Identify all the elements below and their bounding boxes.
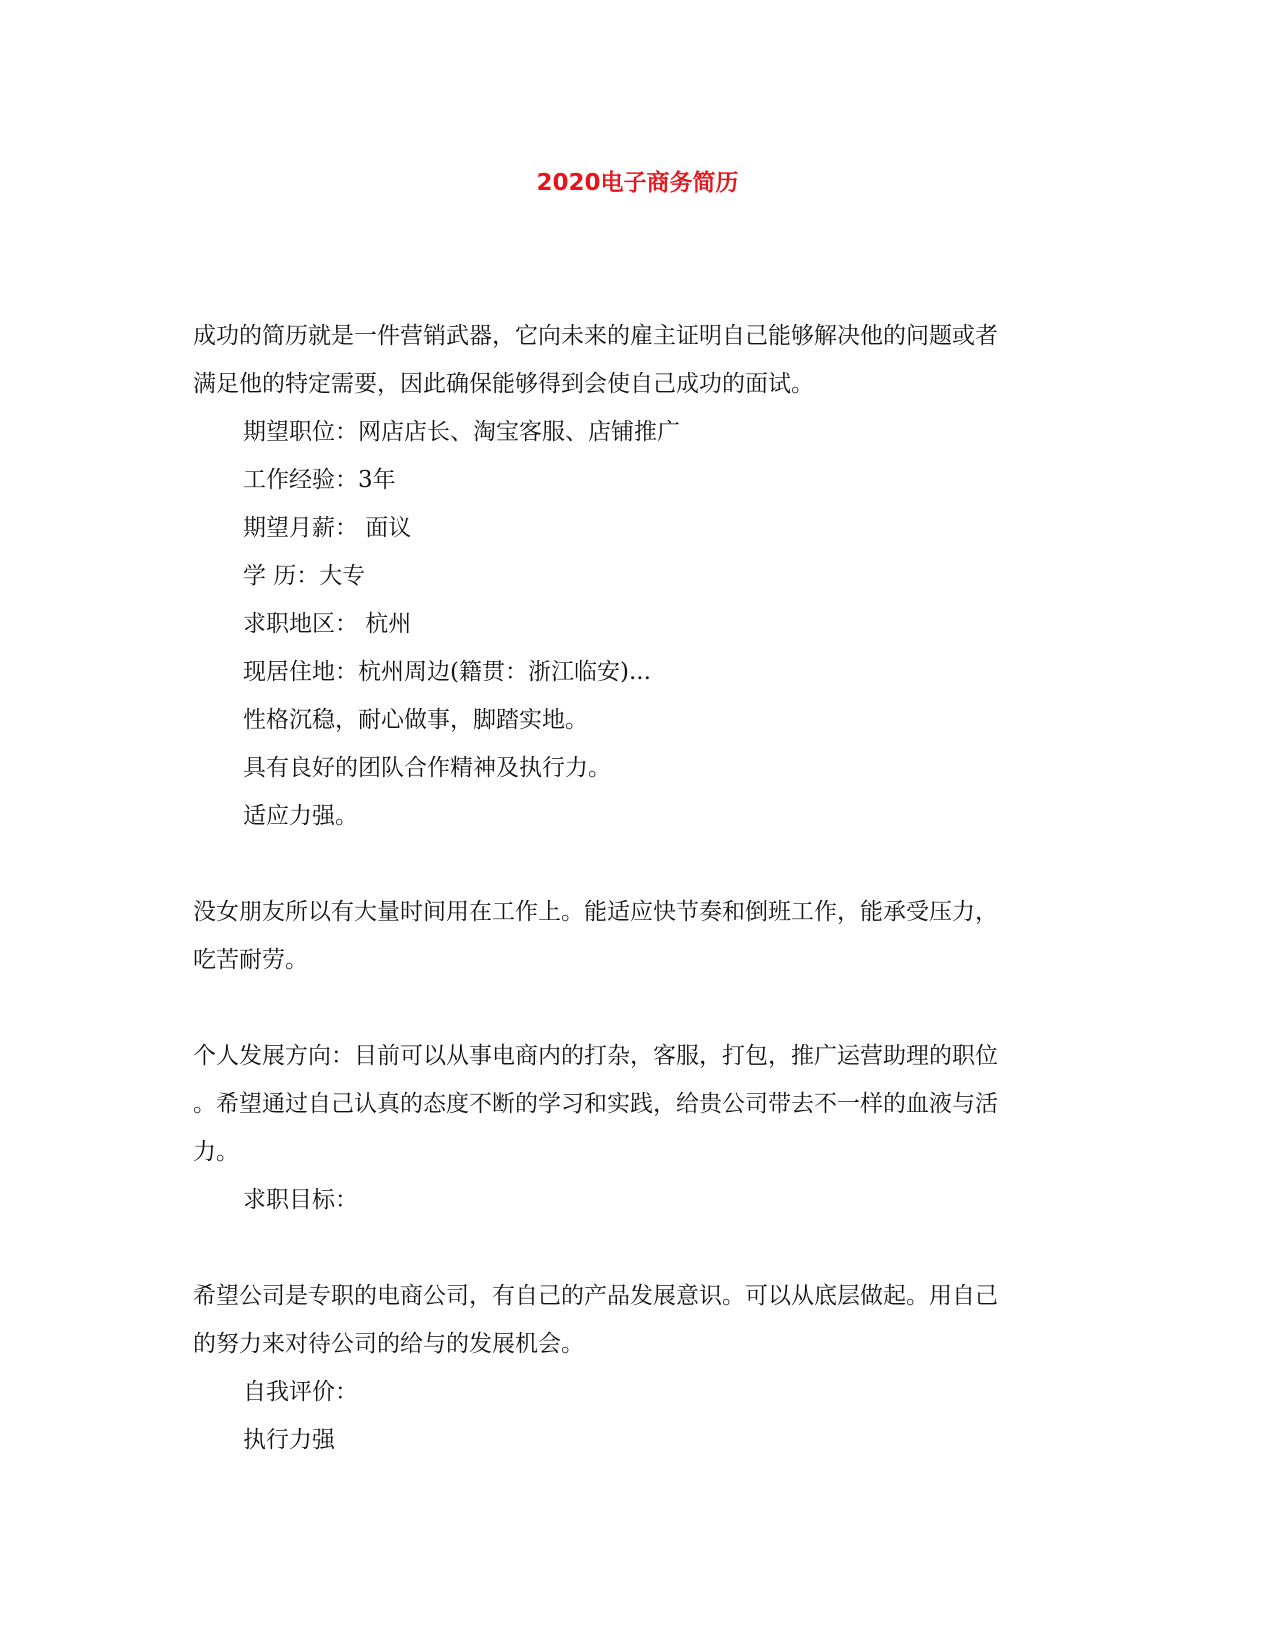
job-objective-heading: 求职目标： <box>243 1187 358 1213</box>
teamwork-trait: 具有良好的团队合作精神及执行力。 <box>243 755 611 781</box>
expected-position: 期望职位：网店店长、淘宝客服、店铺推广 <box>243 419 680 445</box>
adaptability-trait: 适应力强。 <box>243 803 358 829</box>
development-line-2: 。希望通过自己认真的态度不断的学习和实践，给贵公司带去不一样的血液与活 <box>193 1091 998 1117</box>
education: 学 历：大专 <box>243 563 366 589</box>
expected-salary: 期望月薪： 面议 <box>243 515 412 541</box>
document-title: 2020电子商务简历 <box>536 170 739 196</box>
intro-line-2: 满足他的特定需要，因此确保能够得到会使自己成功的面试。 <box>193 371 814 397</box>
availability-line-1: 没女朋友所以有大量时间用在工作上。能适应快节奏和倒班工作，能承受压力， <box>193 899 998 925</box>
availability-line-2: 吃苦耐劳。 <box>193 947 308 973</box>
job-location: 求职地区： 杭州 <box>243 611 412 637</box>
development-line-1: 个人发展方向：目前可以从事电商内的打杂，客服，打包，推广运营助理的职位 <box>193 1043 998 1069</box>
objective-line-2: 的努力来对待公司的给与的发展机会。 <box>193 1331 584 1357</box>
intro-line-1: 成功的简历就是一件营销武器，它向未来的雇主证明自己能够解决他的问题或者 <box>193 323 998 349</box>
objective-line-1: 希望公司是专职的电商公司，有自己的产品发展意识。可以从底层做起。用自己 <box>193 1283 998 1309</box>
document-body <box>193 312 1073 1464</box>
personality-trait: 性格沉稳，耐心做事，脚踏实地。 <box>243 707 588 733</box>
development-line-3: 力。 <box>193 1139 239 1165</box>
self-evaluation-heading: 自我评价： <box>243 1379 358 1405</box>
work-experience: 工作经验：3年 <box>243 467 396 493</box>
self-evaluation-item: 执行力强 <box>243 1427 335 1453</box>
current-residence: 现居住地：杭州周边(籍贯：浙江临安)... <box>243 659 651 685</box>
